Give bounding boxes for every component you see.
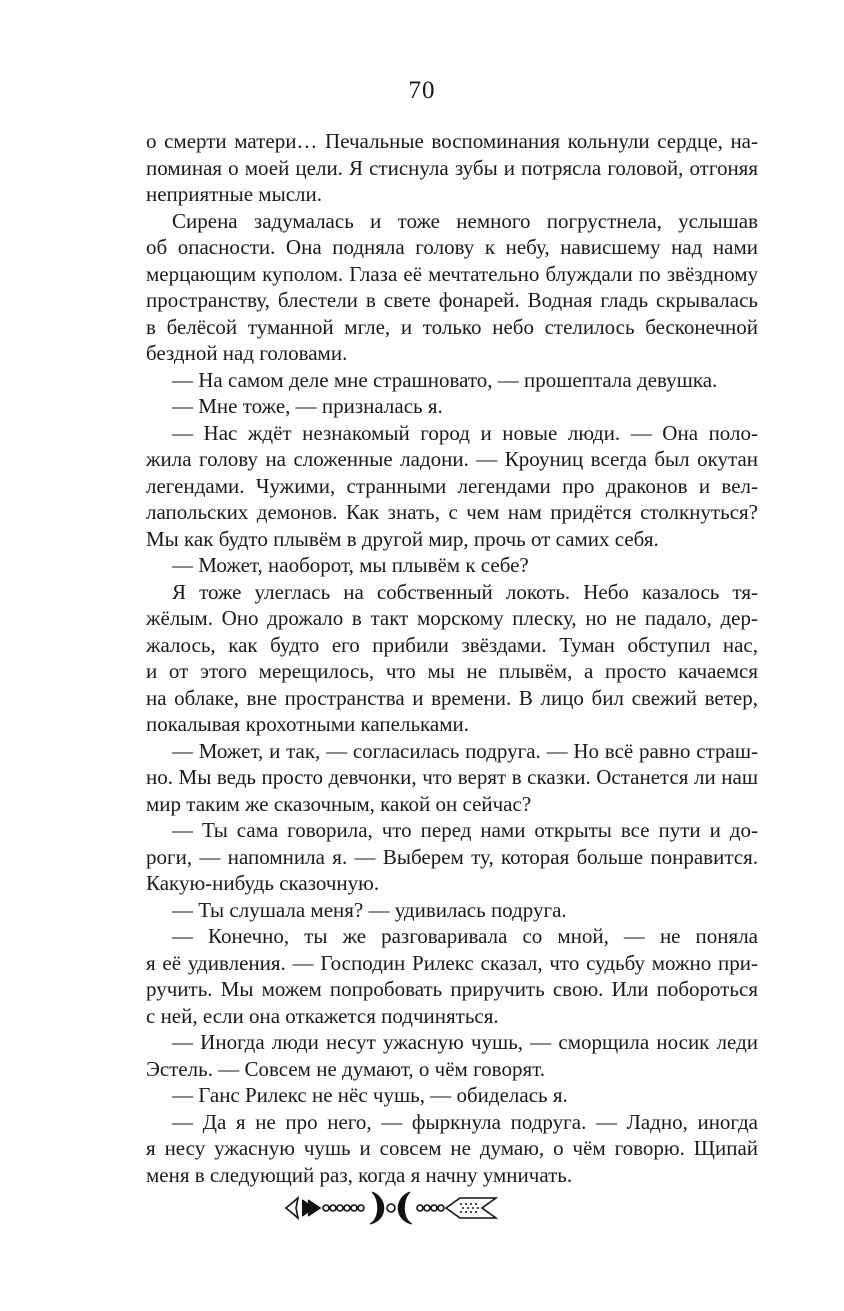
text-line: поминая о моей цели. Я стиснула зубы и потрясла головой, отгоняя [146, 155, 758, 180]
page-number: 70 [408, 77, 436, 104]
text-line: — Мне тоже, — призналась я. [172, 394, 443, 418]
text-line: — Конечно, ты же разговаривала со мной, — не поняла [172, 924, 758, 948]
text-line: легендами. Чужими, странными легендами про драконов и вел- [146, 473, 758, 498]
text-line: жёлым. Оно дрожало в такт морскому плеску, но не падало, дер- [146, 606, 758, 630]
text-line: я несу ужасную чушь и совсем не думаю, о чём говорю. Щипай [146, 1136, 758, 1160]
text-line: я её удивления. — Господин Рилекс сказал, что судьбу можно при- [146, 950, 758, 975]
text-line: об опасности. Она подняла голову к небу, нависшему над нами [146, 235, 758, 259]
text-line: меня в следующий раз, когда я начну умничать. [146, 1162, 573, 1187]
text-line: — Ты слушала меня? — удивилась подруга. [172, 897, 567, 922]
text-line: бездной над головами. [146, 341, 348, 365]
text-line: жалось, как будто его прибили звёздами. Туман обступил нас, [146, 632, 758, 657]
text-line: — Да я не про него, — фыркнула подруга. — Ладно, иногда [172, 1109, 758, 1134]
text-line: в белёсой туманной мгле, и только небо стелилось бесконечной [146, 314, 758, 339]
text-line: — Нас ждёт незнакомый город и новые люди. — Она поло- [172, 420, 758, 445]
text-line: — Может, и так, — согласилась подруга. — Но всё равно страш- [172, 738, 758, 763]
text-line: — Иногда люди несут ужасную чушь, — сморщила носик леди [172, 1030, 758, 1054]
text-line: пространству, блестели в свете фонарей. Водная гладь скрывалась [146, 288, 758, 312]
text-line: ручить. Мы можем попробовать приручить свою. Или побороться [146, 977, 758, 1001]
text-line: с ней, если она откажется подчиняться. [146, 1003, 499, 1028]
text-line: но. Мы ведь просто девчонки, что верят в сказки. Останется ли наш [146, 765, 758, 789]
text-line: покалывая крохотными капельками. [146, 712, 470, 736]
text-line: роги, — напомнила я. — Выберем ту, которая больше понравится. [146, 844, 758, 869]
text-line: — На самом деле мне страшновато, — прошептала девушка. [172, 367, 718, 392]
text-line: Какую-нибудь сказочную. [146, 871, 380, 895]
text-line: Эстель. — Совсем не думают, о чём говорят. [146, 1056, 545, 1081]
text-line: Я тоже улеглась на собственный локоть. Небо казалось тя- [172, 579, 758, 604]
text-line: неприятные мысли. [146, 182, 322, 206]
text-line: на облаке, вне пространства и времени. В лицо бил свежий ветер, [146, 685, 758, 710]
text-line: — Ганс Рилекс не нёс чушь, — обиделась я. [172, 1083, 568, 1107]
text-line: мерцающим куполом. Глаза её мечтательно блуждали по звёздному [146, 261, 758, 286]
text-line: Сирена задумалась и тоже немного погрустнела, услышав [172, 208, 758, 233]
text-line: — Может, наоборот, мы плывём к себе? [172, 553, 529, 577]
body-text [146, 128, 758, 1187]
text-line: о смерти матери… Печальные воспоминания кольнули сердце, на- [146, 129, 758, 153]
text-line: лапольских демонов. Как знать, с чем нам придётся столкнуться? [146, 500, 758, 524]
text-line: и от этого мерещилось, что мы не плывём, а просто качаемся [146, 659, 758, 683]
arrow-moon-divider-icon [284, 1190, 498, 1226]
text-line: Мы как будто плывём в другой мир, прочь от самих себя. [146, 526, 659, 551]
text-line: мир таким же сказочным, какой он сейчас? [146, 791, 532, 816]
text-line: — Ты сама говорила, что перед нами открыты все пути и до- [172, 818, 758, 842]
text-line: жила голову на сложенные ладони. — Кроуниц всегда был окутан [146, 447, 758, 471]
